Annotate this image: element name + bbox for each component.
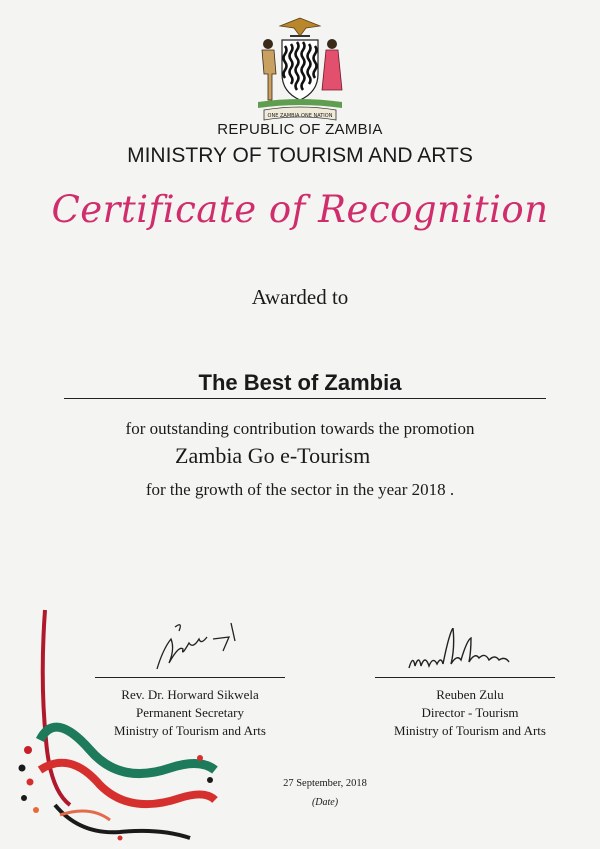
date-label: (Date) — [311, 797, 339, 808]
signatory-2-title: Director - Tourism — [421, 705, 519, 720]
republic-heading: REPUBLIC OF ZAMBIA — [217, 121, 383, 138]
signatory-2 — [370, 686, 570, 740]
signatory-1-org: Ministry of Tourism and Arts — [114, 723, 266, 738]
ministry-heading: MINISTRY OF TOURISM AND ARTS — [127, 144, 473, 167]
certificate-date: 27 September, 2018 — [283, 778, 367, 789]
certificate-title: Certificate of Recognition — [51, 188, 549, 231]
signatory-1-title: Permanent Secretary — [136, 705, 244, 720]
signature-2-line — [375, 677, 555, 678]
signatory-1-name: Rev. Dr. Horward Sikwela — [121, 687, 259, 702]
ribbon-swirl-icon — [0, 600, 230, 849]
project-name: Zambia Go e-Tourism — [175, 443, 371, 468]
recipient-name: The Best of Zambia — [198, 370, 402, 395]
signature-2-icon — [405, 628, 555, 678]
citation-line-1: for outstanding contribution towards the promotion — [125, 419, 475, 438]
recipient-underline — [64, 398, 546, 399]
citation-line-3: for the growth of the sector in the year 2018 . — [145, 480, 455, 499]
signatory-2-org: Ministry of Tourism and Arts — [394, 723, 546, 738]
awarded-to-label: Awarded to — [251, 285, 349, 309]
signatory-2-name: Reuben Zulu — [436, 687, 504, 702]
crest-motto: ONE ZAMBIA ONE NATION — [267, 113, 333, 119]
coat-of-arms-icon — [250, 12, 350, 124]
